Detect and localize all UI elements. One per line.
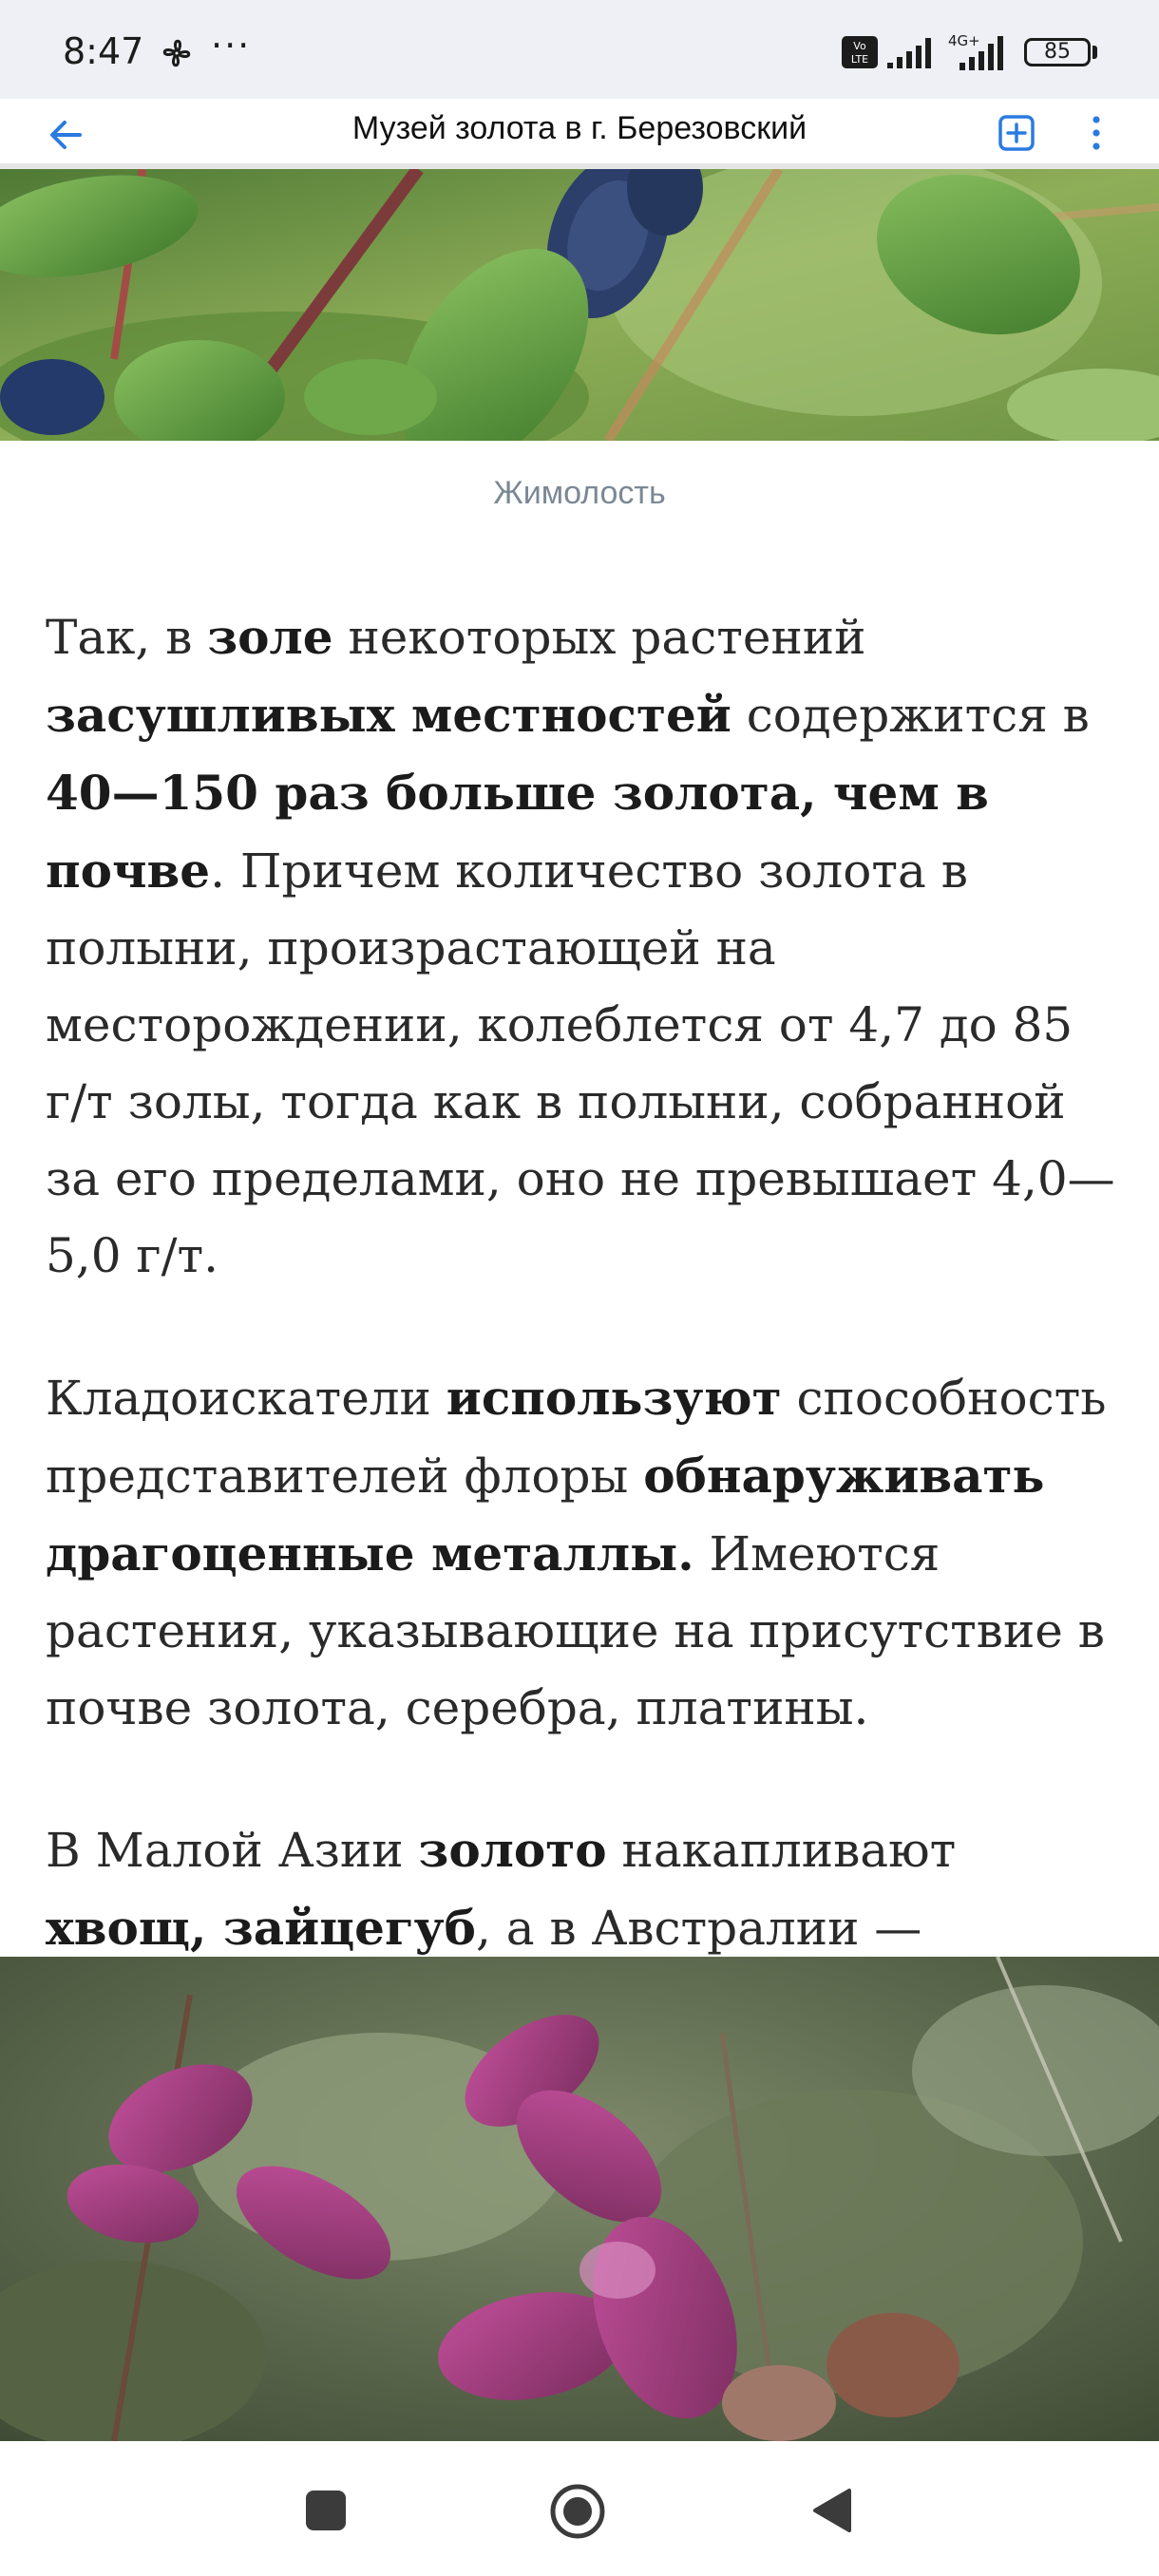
fan-icon: [158, 34, 196, 72]
text: Так, в: [46, 610, 208, 665]
bold-text: обнаруживать драгоценные металлы.: [46, 1448, 1045, 1582]
text: . Причем количество золота в полыни, произрастающей на месторождении, колеблется от 4,7 до 85 г/т золы, тогда как в полыни, собранной за его пределами, оно не превышает 4,0—5,0 г/т.: [46, 843, 1115, 1283]
svg-text:LTE: LTE: [850, 53, 869, 66]
text: накапливают: [606, 1823, 957, 1878]
text: Кладоискатели: [46, 1371, 446, 1426]
text: содержится в: [731, 688, 1090, 743]
bold-text: засушливых местностей: [46, 687, 732, 743]
text: , а в Австралии —: [475, 1901, 922, 1956]
text: В Малой Азии: [46, 1823, 419, 1878]
photo-caption: Жимолость: [493, 475, 666, 511]
top-app-bar: [0, 99, 1159, 169]
flower-image: [0, 1957, 1159, 2441]
page-title: Музей золота в г. Березовский: [352, 110, 808, 146]
text: Имеются растения, указывающие на присутствие в почве золота, серебра, платины.: [46, 1526, 1105, 1735]
status-more-dots: ···: [211, 25, 252, 66]
status-time: 8:47: [63, 30, 144, 72]
battery-icon: [1024, 38, 1091, 66]
svg-text:Vo: Vo: [853, 40, 866, 52]
arrow-left-icon[interactable]: [46, 114, 87, 156]
article-paragraph-2: [46, 1359, 1119, 1747]
text: некоторых растений: [332, 610, 866, 665]
article-body: [46, 598, 1119, 2110]
status-bar: [0, 0, 1159, 99]
bold-text: 40—150 раз больше золота, чем в почве: [46, 765, 989, 899]
bold-text: хвощ, зайцегуб: [46, 1900, 476, 1956]
square-icon[interactable]: [306, 2491, 346, 2530]
system-navigation-bar: [0, 2441, 1159, 2576]
signal-strength-icon: [887, 38, 937, 68]
bold-text: золото: [418, 1822, 607, 1878]
honeysuckle-photo: [0, 169, 1159, 441]
more-vertical-icon[interactable]: [1087, 112, 1106, 154]
volte-icon: [842, 36, 878, 68]
triangle-back-icon[interactable]: [811, 2487, 851, 2534]
article-paragraph-1: [46, 598, 1119, 1295]
svg-text:4G+: 4G+: [948, 32, 980, 49]
signal-4g-icon: [946, 32, 1011, 70]
battery-tip: [1092, 46, 1097, 59]
text: способность представителей флоры: [46, 1371, 1107, 1504]
add-tab-icon[interactable]: [998, 114, 1036, 152]
honeysuckle-image: [0, 169, 1159, 441]
circle-home-icon[interactable]: [549, 2483, 606, 2540]
battery-level: 85: [1044, 40, 1071, 64]
bold-text: золе: [207, 609, 333, 665]
flower-photo: [0, 1957, 1159, 2441]
bold-text: используют: [446, 1370, 782, 1426]
